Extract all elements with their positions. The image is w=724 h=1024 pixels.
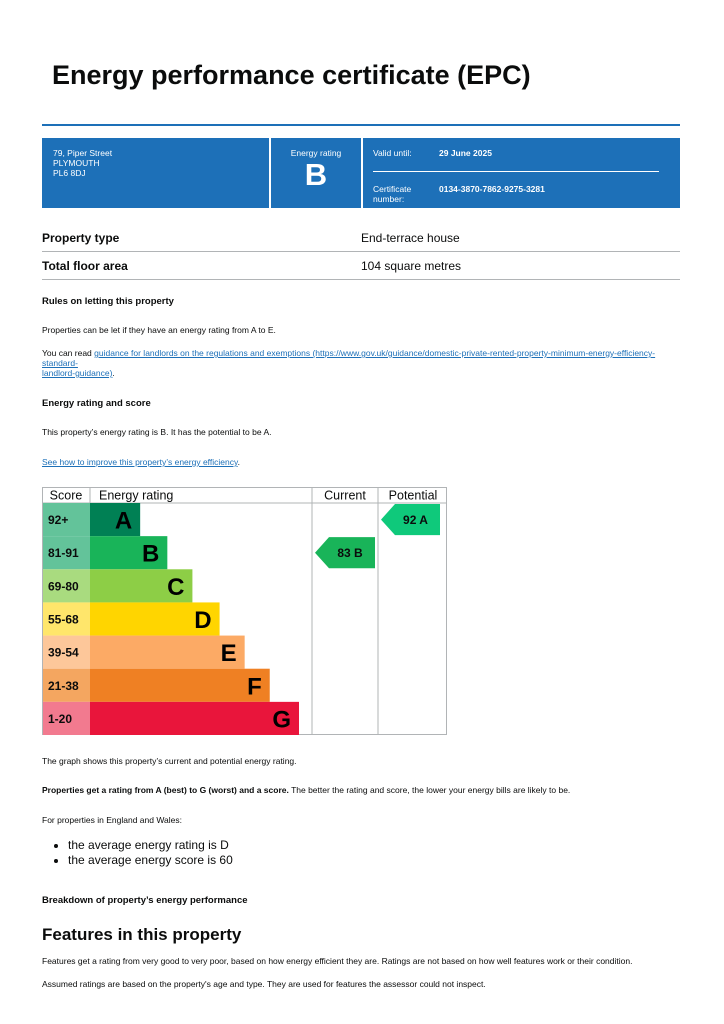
- property-address: [53, 148, 112, 178]
- improve-paragraph: [42, 457, 240, 467]
- epc-header-box: [42, 138, 680, 208]
- rating-letter: C: [167, 573, 185, 601]
- landlord-guidance-link-text: guidance for landlords on the regulations and exemptions (https://www.gov.uk/guidance/domestic-private-rented-property-minimum-energy-efficiency-standard-: [42, 348, 656, 368]
- address-line: 79, Piper Street: [53, 148, 113, 158]
- certificate-label-line: number:: [373, 194, 405, 204]
- rating-letter: A: [114, 507, 133, 535]
- score-label: 92+: [48, 513, 69, 528]
- guidance-suffix: .: [112, 368, 115, 378]
- improve-suffix: .: [237, 457, 240, 467]
- guidance-prefix: You can read: [42, 348, 95, 358]
- assumed-ratings-text: Assumed ratings are based on the property's age and type. They are used for features the assessor could not inspect.: [42, 979, 486, 989]
- score-label: 69-80: [48, 579, 79, 594]
- certificate-label-line: Certificate: [373, 184, 412, 194]
- energy-rating-label: Energy rating: [290, 148, 342, 158]
- current-rating-score-label: 83 B: [337, 546, 363, 561]
- score-label: 55-68: [48, 612, 79, 627]
- property-type-value: End-terrace house: [361, 231, 460, 245]
- rating-bar-f: [90, 669, 270, 702]
- summary-divider: [42, 279, 680, 280]
- graph-note: The graph shows this property’s current and potential energy rating.: [42, 756, 297, 766]
- list-item: • the average energy rating is D: [68, 838, 233, 853]
- score-label: 21-38: [48, 678, 79, 693]
- address-line: PLYMOUTH: [53, 158, 100, 168]
- rating-explanation-rest: The better the rating and score, the lower your energy bills are likely to be.: [288, 785, 571, 795]
- score-label: 81-91: [48, 546, 79, 561]
- rating-letter: G: [272, 706, 291, 734]
- england-wales-text: For properties in England and Wales:: [42, 815, 183, 825]
- rating-explanation: [42, 785, 570, 795]
- column-header: Potential: [388, 488, 438, 503]
- rating-letter: B: [141, 540, 160, 568]
- score-label: 1-20: [48, 711, 73, 726]
- landlord-guidance-link-text: landlord-guidance): [42, 368, 113, 378]
- energy-rating-heading: Energy rating and score: [42, 398, 151, 409]
- valid-until-value: 29 June 2025: [439, 148, 492, 158]
- property-type-key: Property type: [42, 231, 120, 245]
- column-header: Current: [324, 488, 366, 503]
- score-label: 39-54: [48, 645, 79, 660]
- epc-chart-svg: [42, 487, 447, 735]
- rating-bar-g: [90, 702, 299, 735]
- rating-letter: F: [247, 673, 262, 701]
- energy-rating-text: This property’s energy rating is B. It has the potential to be A.: [42, 427, 272, 437]
- header-inner-divider: [373, 171, 659, 172]
- features-rating-text: Features get a rating from very good to very poor, based on how energy efficient they are. Ratings are not based on how well features work or their condition.: [42, 956, 633, 966]
- letting-rules-text: Properties can be let if they have an energy rating from A to E.: [42, 325, 276, 335]
- column-header: Score: [49, 488, 83, 503]
- header-divider: [361, 138, 363, 208]
- improve-efficiency-link[interactable]: See how to improve this property’s energy efficiency: [42, 457, 238, 467]
- breakdown-heading: Breakdown of property’s energy performance: [42, 895, 248, 906]
- features-heading: Features in this property: [42, 925, 242, 944]
- certificate-number-value: 0134-3870-7862-9275-3281: [439, 184, 545, 194]
- epc-rating-chart: [42, 487, 447, 735]
- rating-letter: E: [220, 640, 237, 668]
- address-line: PL6 8DJ: [53, 168, 86, 178]
- list-item: • the average energy score is 60: [68, 853, 233, 868]
- page-title: Energy performance certificate (EPC): [52, 60, 531, 90]
- floor-area-value: 104 square metres: [361, 259, 462, 273]
- valid-until-label: Valid until:: [373, 148, 412, 158]
- floor-area-key: Total floor area: [42, 259, 128, 273]
- letting-rules-heading: Rules on letting this property: [42, 296, 174, 307]
- landlord-guidance-link[interactable]: [42, 348, 655, 378]
- rating-explanation-bold: Properties get a rating from A (best) to G (worst) and a score.: [42, 785, 289, 795]
- summary-divider: [42, 251, 680, 252]
- rating-letter: D: [194, 607, 212, 634]
- title-divider: [42, 124, 680, 126]
- potential-rating-score-label: 92 A: [403, 513, 428, 528]
- energy-rating-letter: B: [304, 157, 328, 192]
- average-list: [48, 838, 233, 868]
- certificate-number-label: [373, 184, 411, 204]
- column-header: Energy rating: [99, 488, 174, 503]
- letting-guidance-paragraph: [42, 348, 682, 378]
